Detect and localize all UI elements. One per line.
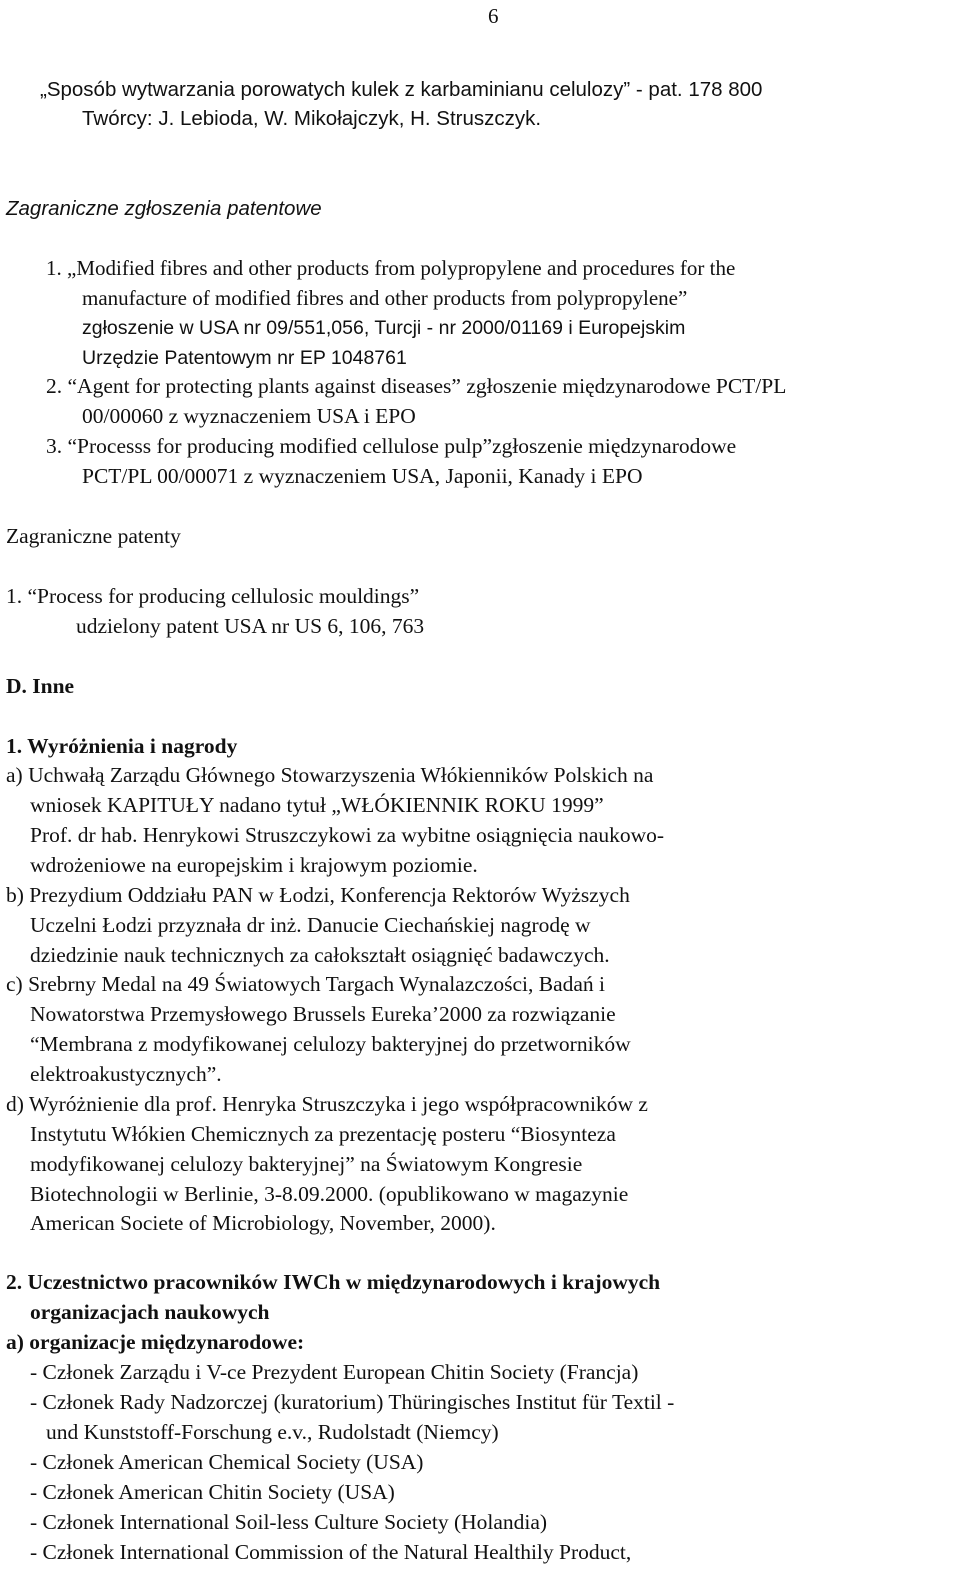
application-1-line-2: manufacture of modified fibres and other products from polypropylene” <box>82 286 688 310</box>
award-line: American Societe of Microbiology, November, 2000). <box>30 1211 496 1235</box>
patent-1-line-2: udzielony patent USA nr US 6, 106, 763 <box>76 614 425 638</box>
prior-patent-title: „Sposób wytwarzania porowatych kulek z karbaminianu celulozy” - pat. 178 800 <box>40 78 763 101</box>
application-3-line-2: PCT/PL 00/00071 z wyznaczeniem USA, Japonii, Kanady i EPO <box>82 464 643 488</box>
foreign-applications-heading: Zagraniczne zgłoszenia patentowe <box>6 197 322 220</box>
prior-patent-authors: Twórcy: J. Lebioda, W. Mikołajczyk, H. Struszczyk. <box>82 107 542 130</box>
application-3-line-1: 3. “Processs for producing modified cellulose pulp”zgłoszenie międzynarodowe <box>46 434 737 458</box>
award-line: d) Wyróżnienie dla prof. Henryka Struszczyka i jego współpracowników z <box>6 1092 648 1116</box>
membership-heading-cont: organizacjach naukowych <box>30 1300 270 1324</box>
award-line: c) Srebrny Medal na 49 Światowych Targach Wynalazczości, Badań i <box>6 972 606 996</box>
award-line: Uczelni Łodzi przyznała dr inż. Danucie Ciechańskiej nagrodę w <box>30 913 591 937</box>
award-line: Prof. dr hab. Henrykowi Struszczykowi za wybitne osiągnięcia naukowo- <box>30 823 665 847</box>
membership-line: - Członek International Soil-less Culture Society (Holandia) <box>30 1510 548 1534</box>
award-line: a) Uchwałą Zarządu Głównego Stowarzyszenia Włókienników Polskich na <box>6 763 654 787</box>
section-d-heading: D. Inne <box>6 674 75 698</box>
award-line: dziedzinie nauk technicznych za całokształt osiągnięć badawczych. <box>30 943 610 967</box>
page-number: 6 <box>488 4 499 28</box>
awards-heading: 1. Wyróżnienia i nagrody <box>6 734 238 758</box>
membership-line: - Członek American Chemical Society (USA) <box>30 1450 424 1474</box>
award-line: Nowatorstwa Przemysłowego Brussels Eureka’2000 za rozwiązanie <box>30 1002 616 1026</box>
membership-line: - Członek Rady Nadzorczej (kuratorium) Thüringisches Institut für Textil - <box>30 1390 675 1414</box>
award-line: wniosek KAPITUŁY nadano tytuł „WŁÓKIENNIK ROKU 1999” <box>30 793 604 817</box>
membership-line: - Członek American Chitin Society (USA) <box>30 1480 395 1504</box>
membership-line: und Kunststoff-Forschung e.v., Rudolstadt (Niemcy) <box>46 1420 499 1444</box>
application-1-line-4: Urzędzie Patentowym nr EP 1048761 <box>82 347 407 369</box>
award-line: wdrożeniowe na europejskim i krajowym poziomie. <box>30 853 478 877</box>
patent-1-line-1: 1. “Process for producing cellulosic mouldings” <box>6 584 420 608</box>
membership-line: - Członek International Commission of the Natural Healthily Product, <box>30 1540 632 1564</box>
application-2-line-1: 2. “Agent for protecting plants against diseases” zgłoszenie międzynarodowe PCT/PL <box>46 374 787 398</box>
award-line: elektroakustycznych”. <box>30 1062 222 1086</box>
application-2-line-2: 00/00060 z wyznaczeniem USA i EPO <box>82 404 416 428</box>
award-line: Instytutu Włókien Chemicznych za prezentację posteru “Biosynteza <box>30 1122 616 1146</box>
award-line: modyfikowanej celulozy bakteryjnej” na Światowym Kongresie <box>30 1152 583 1176</box>
award-line: Biotechnologii w Berlinie, 3-8.09.2000. (opublikowano w magazynie <box>30 1182 629 1206</box>
award-line: b) Prezydium Oddziału PAN w Łodzi, Konferencja Rektorów Wyższych <box>6 883 630 907</box>
application-1-line-1: 1. „Modified fibres and other products from polypropylene and procedures for the <box>46 256 736 280</box>
membership-heading: 2. Uczestnictwo pracowników IWCh w międzynarodowych i krajowych <box>6 1270 661 1294</box>
membership-line: - Członek Zarządu i V-ce Prezydent European Chitin Society (Francja) <box>30 1360 639 1384</box>
international-orgs-subheading: a) organizacje międzynarodowe: <box>6 1330 305 1354</box>
award-line: “Membrana z modyfikowanej celulozy bakteryjnej do przetworników <box>30 1032 631 1056</box>
application-1-line-3: zgłoszenie w USA nr 09/551,056, Turcji - nr 2000/01169 i Europejskim <box>82 317 686 339</box>
foreign-patents-heading: Zagraniczne patenty <box>6 524 181 548</box>
